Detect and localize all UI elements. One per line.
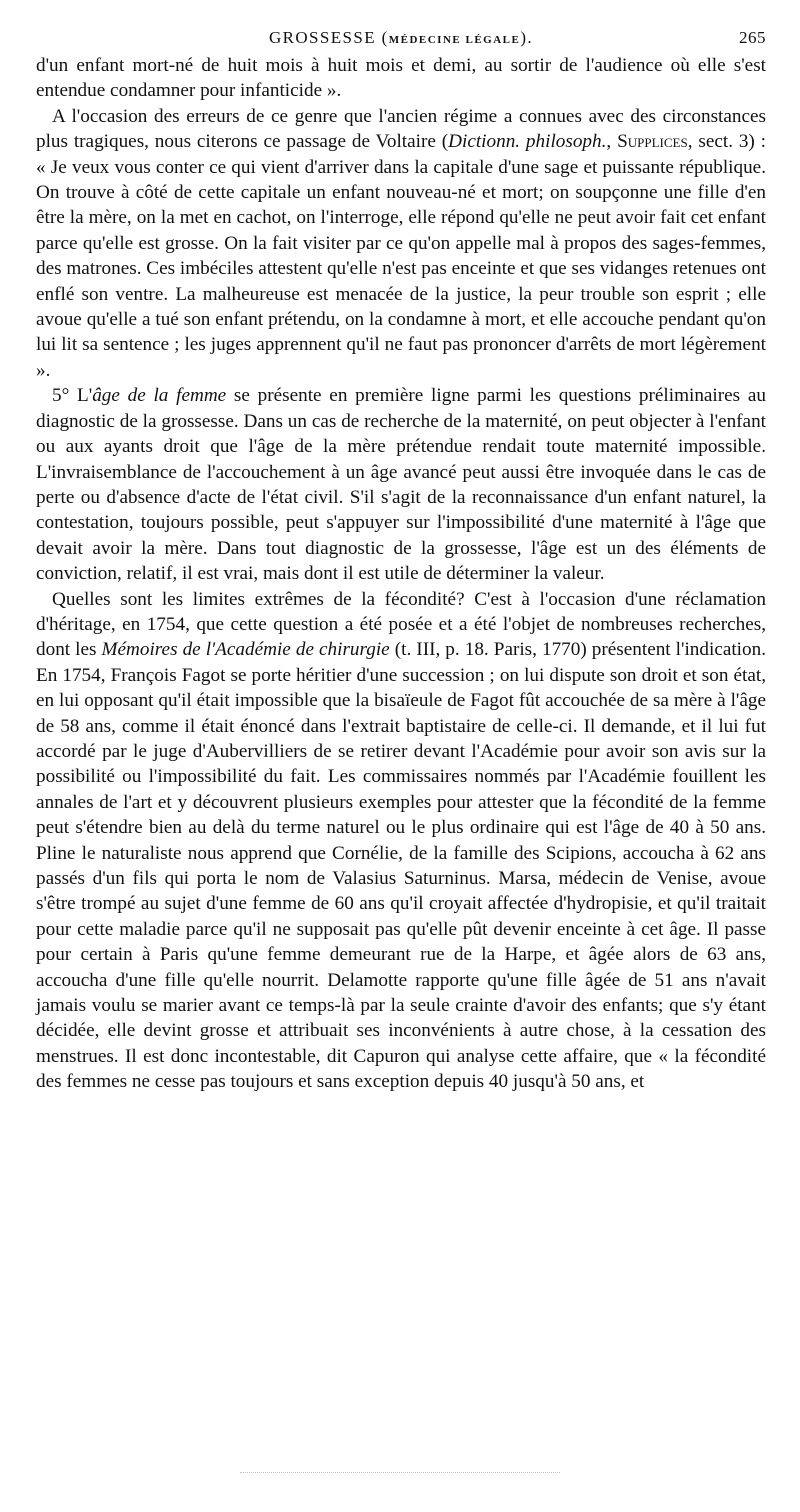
italic-text: âge de la femme (92, 385, 227, 407)
running-title-main: GROSSESSE ( (268, 28, 389, 47)
text-run: 5° L' (52, 385, 93, 407)
text-run: se présente en première ligne parmi les questions préliminaires au diagnostic de la grossesse. Dans un cas de recherche de la maternité, on peut objecter à l'enfant ou aux ayants droit que l'âge de la mère prétendue rendait toute maternité impossible. L'invraisemblance de l'accouchement à un âge avancé peut aussi être invoquée dans le cas de perte ou d'absence d'acte de l'état civil. S'il s'agit de la reconnaissance d'un enfant naturel, la contestation, toujours possible, peut s'appuyer sur l'impossibilité d'une maternité à l'âge que devait avoir la mère. Dans tout diagnostic de la grossesse, l'âge est un des éléments de conviction, relatif, il est vrai, mais dont il est utile de déterminer la valeur. (36, 385, 766, 585)
text-run: , (606, 131, 618, 153)
paragraph (36, 383, 766, 586)
text-run: Quelles sont les limites extrêmes de la fécondité? C'est à l'occasion d'une réclamation d'héritage, en 1754, que cette question a été posée et a été l'objet de nombreuses recherches, dont les (36, 588, 766, 661)
running-title-subject: MÉDECINE LÉGALE (388, 34, 521, 46)
text-run: A l'occasion des erreurs de ce genre que l'ancien régime a connues avec des circonstances plus tragiques, nous citerons ce passage de Voltaire ( (36, 105, 766, 153)
body-text (36, 53, 766, 1095)
text-run: , sect. 3) : « Je veux vous conter ce qui vient d'arriver dans la capitale d'une sage et puissante république. On trouve à côté de cette capitale un enfant nouveau-né et mort; on soupçonne une fille d'en être la mère, on la met en cachot, on l'interroge, elle répond qu'elle ne peut avoir fait cet enfant parce qu'elle est grosse. On la fait visiter par ce qu'on appelle mal à propos des sages-femmes, des matrones. Ces imbéciles attestent qu'elle n'est pas enceinte et que ses vidanges retenues ont enflé son ventre. La malheureuse est menacée de la justice, la peur trouble son esprit ; elle avoue qu'elle a tué son enfant prétendu, on la condamne à mort, et elle accouche pendant qu'on lui lit sa sentence ; les juges apprennent qu'il ne faut pas prononcer d'arrêts de mort légèrement ». (36, 131, 766, 381)
text-run: (t. III, p. 18. Paris, 1770) présentent l'indication. En 1754, François Fagot se porte héritier d'une succession ; on lui dispute son droit et son état, en lui opposant qu'il était impossible que la bisaïeule de Fagot fût accouchée de sa mère à l'âge de 58 ans, comme il était énoncé dans l'extrait baptistaire de celle-ci. Il demande, et il lui fut accordé par le juge d'Aubervilliers de se retirer devant l'Académie pour avoir son avis sur la possibilité ou l'impossibilité du fait. Les commissaires nommés par l'Académie fouillent les annales de l'art et y découvrent plusieurs exemples pour attester que la fécondité de la femme peut s'étendre bien au delà du terme naturel ou le plus ordinaire qui est l'âge de 40 à 50 ans. Pline le naturaliste nous apprend que Cornélie, de la famille des Scipions, accoucha à 62 ans passés d'un fils qui porta le nom de Valasius Saturninus. Marsa, médecin de Venise, avoue s'être trompé au sujet d'une femme de 60 ans qu'il croyait affectée d'hydropisie, et qu'il traitait pour cette maladie parce qu'il ne supposait pas qu'elle pût devenir enceinte à cet âge. Il passe pour certain à Paris qu'une femme demeurant rue de la Harpe, et âgée alors de 63 ans, accoucha d'une fille qu'elle nourrit. Delamotte rapporte qu'une fille âgée de 51 ans n'avait jamais voulu se marier avant ce temps-là par la seule crainte d'avoir des enfants; que s'y étant décidée, elle devint grosse et attribuait ses inconvénients à autre chose, à la cessation des menstrues. Il est donc incontestable, dit Capuron qui analyse cette affaire, que « la fécondité des femmes ne cesse pas toujours et sans exception depuis 40 jusqu'à 50 ans, et (36, 639, 766, 1093)
running-head (36, 28, 766, 52)
running-title (36, 28, 766, 48)
document-page (36, 28, 766, 1095)
running-title-close: ). (520, 28, 534, 47)
text-run: d'un enfant mort-né de huit mois à huit mois et demi, au sortir de l'audience où elle s'est entendue condamner pour infanticide ». (36, 55, 766, 102)
italic-text: Mémoires de l'Académie de chirurgie (101, 639, 390, 661)
page-bottom-smudge (240, 1472, 560, 1476)
smallcaps-text: Supplices (617, 131, 688, 153)
paragraph (36, 587, 766, 1095)
page-number: 265 (739, 28, 766, 47)
paragraph (36, 53, 766, 104)
paragraph (36, 104, 766, 383)
italic-text: Dictionn. philosoph. (448, 131, 607, 153)
